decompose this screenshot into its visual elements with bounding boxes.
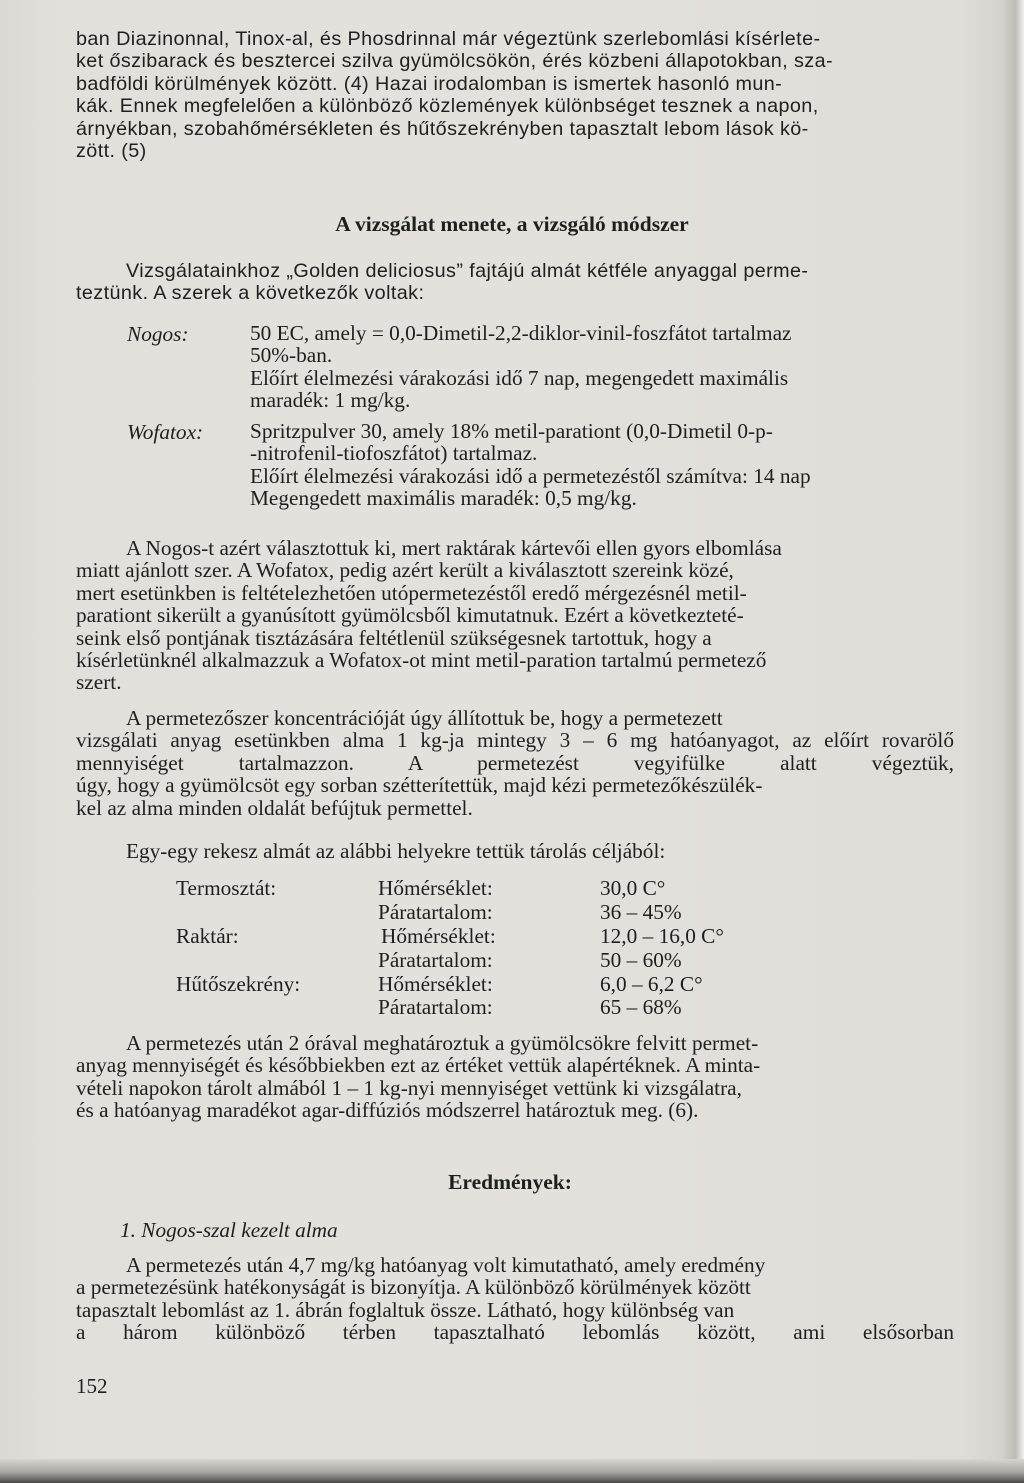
section1-paragraph: [76, 260, 954, 305]
text-line: tapasztalt lebomlást az 1. ábrán foglaltuk össze. Látható, hogy különbség van: [76, 1297, 735, 1322]
storage-value: 6,0 – 6,2 C°: [600, 972, 703, 996]
results-heading: Eredmények:: [448, 1170, 572, 1194]
text-line: vizsgálati anyag esetünkben alma 1 kg-ja mintegy 3 – 6 mg hatóanyagot, az előírt rovarölő mennyiséget tartalmazzon. A permetezést vegyifülke alatt végeztük,: [76, 728, 954, 775]
storage-param: Hőmérséklet:: [381, 924, 496, 948]
text-line: badföldi körülmények között. (4) Hazai irodalomban is ismertek hasonló mun-: [76, 72, 783, 95]
paragraph-3: [76, 707, 954, 819]
text-line: és a hatóanyag maradékot agar-diffúziós módszerrel határoztuk meg. (6).: [76, 1098, 699, 1123]
text-line: Egy-egy rekesz almát az alábbi helyekre tettük tárolás céljából:: [126, 839, 666, 863]
text-line: ban Diazinonnal, Tinox-al, és Phosdrinnal már végeztünk szerlebomlási kísérlete-: [76, 28, 821, 50]
text-line: kák. Ennek megfelelően a különböző közlemények különbséget tesznek a napon,: [76, 95, 819, 118]
storage-value: 65 – 68%: [600, 995, 682, 1019]
agent-description-wofatox: [250, 420, 954, 510]
text-line: 50 EC, amely = 0,0-Dimetil-2,2-diklor-vinil-foszfátot tartalmaz: [250, 321, 792, 345]
text-line: vételi napokon tárolt almából 1 – 1 kg-nyi mennyiséget vettünk ki vizsgálatra,: [76, 1075, 742, 1100]
paragraph-4: [76, 840, 954, 862]
text-line: mert esetünkben is feltételezhetően utópermetezéstől eredő mérgezésnél metil-: [76, 580, 747, 605]
text-line: seink első pontjának tisztázására feltétlenül szükségesnek tartottuk, hogy a: [76, 625, 712, 650]
paragraph-2: [76, 537, 954, 694]
storage-param: Páratartalom:: [378, 995, 493, 1019]
storage-param: Páratartalom:: [378, 900, 493, 924]
text-line: Vizsgálatainkhoz „Golden deliciosus” fajtájú almát kétféle anyaggal perme-: [126, 260, 809, 282]
text-line: 50%-ban.: [250, 343, 333, 368]
storage-value: 30,0 C°: [600, 876, 666, 900]
storage-place: Termosztát:: [176, 876, 277, 900]
agent-name-nogos: Nogos:: [127, 322, 189, 346]
text-line: árnyékban, szobahőmérsékleten és hűtőszekrényben tapasztalt lebom lások kö-: [76, 117, 809, 140]
text-line: A permetezés után 4,7 mg/kg hatóanyag volt kimutatható, amely eredmény: [126, 1253, 766, 1277]
results-paragraph: [76, 1254, 954, 1344]
storage-value: 12,0 – 16,0 C°: [600, 924, 724, 948]
text-line: szert.: [76, 670, 122, 695]
text-line: a permetezésünk hatékonyságát is bizonyítja. A különböző körülmények között: [76, 1275, 751, 1300]
page-bottom-edge: [0, 1459, 1024, 1483]
text-line: anyag mennyiségét és későbbiekben ezt az értéket vettük alapértéknek. A minta-: [76, 1053, 761, 1078]
paragraph-5: [76, 1032, 954, 1122]
storage-place: Raktár:: [176, 924, 239, 948]
text-line: parationt sikerült a gyanúsított gyümölcsből kimutatnuk. Ezért a következteté-: [76, 603, 744, 628]
text-line: Megengedett maximális maradék: 0,5 mg/kg.: [250, 486, 637, 511]
text-line: Előírt élelmezési várakozási idő 7 nap, megengedett maximális: [250, 365, 789, 390]
agent-description-nogos: [250, 322, 954, 412]
storage-value: 50 – 60%: [600, 948, 682, 972]
text-line: ket őszibarack és besztercei szilva gyümölcsökön, érés közbeni állapotokban, sza-: [76, 50, 833, 73]
intro-paragraph: [76, 28, 954, 162]
text-line: Előírt élelmezési várakozási idő a permetezéstől számítva: 14 nap: [250, 463, 811, 488]
text-line: teztünk. A szerek a következők voltak:: [76, 282, 425, 305]
text-line: -nitrofenil-tiofoszfátot) tartalmaz.: [250, 441, 538, 466]
storage-param: Hőmérséklet:: [378, 972, 493, 996]
text-line: kísérletünknél alkalmazzuk a Wofatox-ot mint metil-paration tartalmú permetező: [76, 648, 767, 673]
storage-value: 36 – 45%: [600, 900, 682, 924]
text-line: A permetezőszer koncentrációját úgy állítottuk be, hogy a permetezett: [126, 706, 723, 730]
text-line: zött. (5): [76, 140, 147, 163]
text-line: A Nogos-t azért választottuk ki, mert raktárak kártevői ellen gyors elbomlása: [126, 536, 782, 560]
page-number: 152: [76, 1374, 108, 1398]
section-heading: A vizsgálat menete, a vizsgáló módszer: [335, 212, 689, 236]
text-line: miatt ajánlott szer. A Wofatox, pedig azért került a kiválasztott szereink közé,: [76, 558, 734, 583]
results-subheading: 1. Nogos-szal kezelt alma: [120, 1218, 338, 1242]
agent-name-wofatox: Wofatox:: [127, 420, 204, 444]
text-line: A permetezés után 2 órával meghatároztuk a gyümölcsökre felvitt permet-: [126, 1031, 759, 1055]
storage-place: Hűtőszekrény:: [176, 972, 301, 996]
text-line: maradék: 1 mg/kg.: [250, 388, 411, 413]
text-line: Spritzpulver 30, amely 18% metil-parationt (0,0-Dimetil 0-p-: [250, 419, 773, 443]
text-line: úgy, hogy a gyümölcsöt egy sorban szétterítettük, majd kézi permetezőkészülék-: [76, 773, 763, 798]
storage-param: Hőmérséklet:: [378, 876, 493, 900]
text-line: a három különböző térben tapasztalható lebomlás között, ami elsősorban: [76, 1320, 954, 1345]
storage-param: Páratartalom:: [378, 948, 493, 972]
text-line: kel az alma minden oldalát befújtuk permettel.: [76, 795, 473, 820]
